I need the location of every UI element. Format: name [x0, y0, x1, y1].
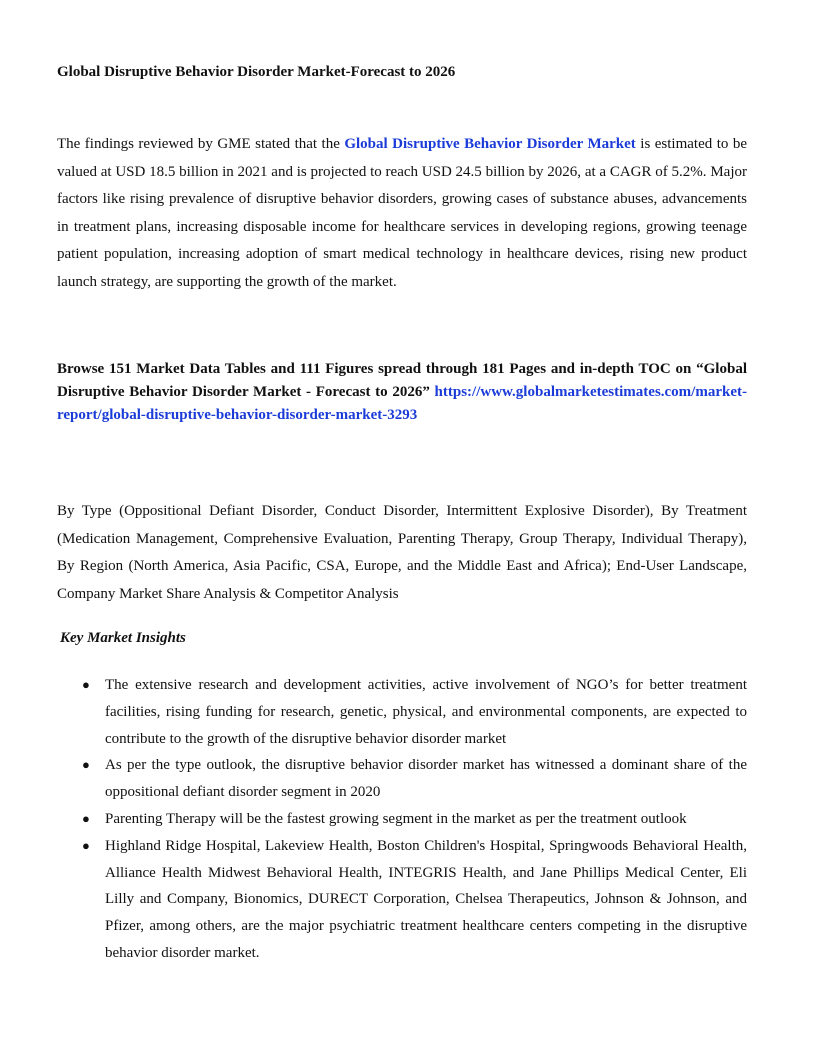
- list-item: [57, 806, 747, 833]
- list-item: [57, 672, 747, 752]
- segments-paragraph: By Type (Oppositional Defiant Disorder, Conduct Disorder, Intermittent Explosive Disorder), By Treatment (Medication Management, Comprehensive Evaluation, Parenting Therapy, Group Therapy, Individual Therapy), By Region (North America, Asia Pacific, CSA, Europe, and the Middle East and Africa); End-User Landscape, Company Market Share Analysis & Competitor Analysis: [57, 503, 747, 602]
- browse-paragraph: [57, 358, 747, 427]
- list-item: [57, 833, 747, 967]
- intro-paragraph: [57, 131, 747, 296]
- document-title: Global Disruptive Behavior Disorder Market-Forecast to 2026: [57, 64, 456, 80]
- list-item-text: Parenting Therapy will be the fastest growing segment in the market as per the treatment outlook: [105, 810, 687, 827]
- bullet-icon: ●: [82, 677, 90, 692]
- bullet-icon: ●: [82, 757, 90, 773]
- market-report-link[interactable]: Global Disruptive Behavior Disorder Market: [344, 136, 636, 152]
- intro-suffix: is estimated to be valued at USD 18.5 billion in 2021 and is projected to reach USD 24.5 billion by 2026, at a CAGR of 5.2%. Major factors like rising prevalence of disruptive behavior disorders, growing cases of substance abuses, advancements in treatment plans, increasing disposable income for healthcare services in developing regions, growing teenage patient population, increasing adoption of smart medical technology in healthcare devices, rising new product launch strategy, are supporting the growth of the market.: [57, 136, 747, 290]
- browse-text: Browse 151 Market Data Tables and 111 Figures spread through 181 Pages and in-depth TOC on “Global Disruptive Behavior Disorder Market - Forecast to 2026”: [57, 361, 747, 400]
- intro-prefix: The findings reviewed by GME stated that the: [57, 136, 345, 152]
- key-market-insights-heading: Key Market Insights: [60, 630, 186, 646]
- report-url-link[interactable]: https://www.globalmarketestimates.com/market-report/global-disruptive-behavior-disorder-market-3293: [57, 384, 747, 423]
- insights-list: [57, 672, 747, 967]
- bullet-icon: ●: [82, 810, 90, 826]
- list-item-text: As per the type outlook, the disruptive behavior disorder market has witnessed a dominant share of the oppositional defiant disorder segment in 2020: [105, 757, 747, 801]
- list-item: [57, 752, 747, 806]
- list-item-text: Highland Ridge Hospital, Lakeview Health, Boston Children's Hospital, Springwoods Behavioral Health, Alliance Health Midwest Behavioral Health, INTEGRIS Health, and Jane Phillips Medical Center, Eli Lilly and Company, Bionomics, DURECT Corporation, Chelsea Therapeutics, Johnson & Johnson, and Pfizer, among others, are the major psychiatric treatment healthcare centers competing in the disruptive behavior disorder market.: [105, 837, 747, 961]
- list-item-text: The extensive research and development activities, active involvement of NGO’s for better treatment facilities, rising funding for research, genetic, physical, and environmental components, are expected to contribute to the growth of the disruptive behavior disorder market: [105, 677, 747, 747]
- bullet-icon: ●: [82, 837, 90, 853]
